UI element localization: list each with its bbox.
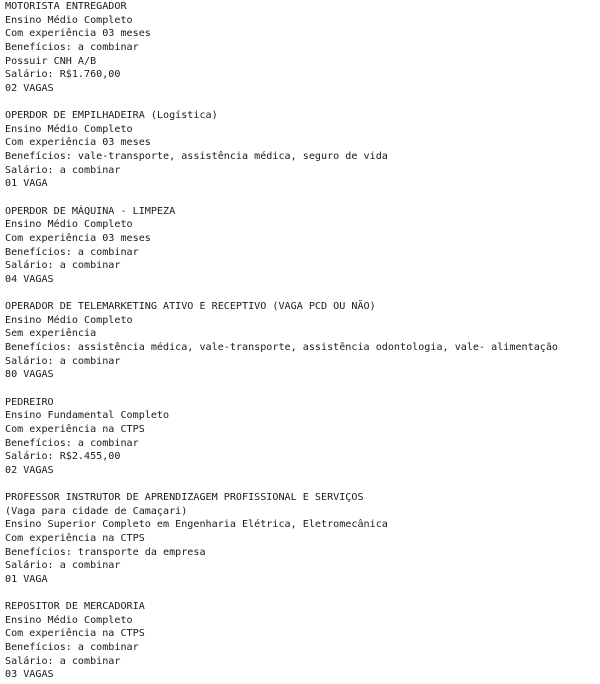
job-detail-line: 01 VAGA (5, 178, 48, 190)
job-detail-line: 03 VAGAS (5, 669, 54, 681)
job-detail-line: 80 VAGAS (5, 369, 54, 381)
job-listing (5, 109, 600, 191)
job-detail-line: 01 VAGA (5, 573, 48, 585)
job-listing (5, 396, 600, 478)
job-detail-line: Com experiência 03 meses (5, 232, 151, 244)
job-detail-line: Com experiência na CTPS (5, 628, 145, 640)
job-detail-line: Benefícios: assistência médica, vale-transporte, assistência odontologia, vale- alimentação (5, 342, 559, 354)
job-detail-line: (Vaga para cidade de Camaçari) (5, 505, 188, 517)
job-listing (5, 300, 600, 382)
job-detail-line: Possuir CNH A/B (5, 55, 97, 67)
job-detail-line: Ensino Médio Completo (5, 614, 133, 626)
job-detail-line: Ensino Fundamental Completo (5, 410, 170, 422)
job-listing (5, 205, 600, 287)
job-detail-line: Ensino Médio Completo (5, 219, 133, 231)
job-title: MOTORISTA ENTREGADOR (5, 1, 127, 12)
job-detail-line: Ensino Médio Completo (5, 314, 133, 326)
job-detail-line: Benefícios: a combinar (5, 437, 139, 449)
job-detail-line: Salário: a combinar (5, 655, 121, 667)
job-detail-line: Com experiência 03 meses (5, 137, 151, 149)
job-title: OPERADOR DE TELEMARKETING ATIVO E RECEPTIVO (VAGA PCD OU NÃO) (5, 301, 376, 313)
job-detail-line: Salário: R$1.760,00 (5, 69, 121, 81)
job-detail-line: Salário: a combinar (5, 260, 121, 272)
job-detail-line: Ensino Médio Completo (5, 14, 133, 26)
job-detail-line: 02 VAGAS (5, 82, 54, 94)
job-detail-line: Ensino Médio Completo (5, 123, 133, 135)
job-detail-line: Benefícios: vale-transporte, assistência médica, seguro de vida (5, 151, 388, 163)
job-detail-line: Benefícios: transporte da empresa (5, 546, 206, 558)
job-detail-line: Salário: a combinar (5, 560, 121, 572)
job-detail-line: 04 VAGAS (5, 273, 54, 285)
job-listing (5, 491, 600, 586)
job-detail-line: Salário: a combinar (5, 355, 121, 367)
job-detail-line: Ensino Superior Completo em Engenharia Elétrica, Eletromecânica (5, 519, 388, 531)
job-detail-line: Benefícios: a combinar (5, 246, 139, 258)
job-detail-line: Salário: R$2.455,00 (5, 451, 121, 463)
job-detail-line: Com experiência na CTPS (5, 532, 145, 544)
job-title: OPERDOR DE EMPILHADEIRA (Logística) (5, 110, 218, 122)
job-detail-line: Benefícios: a combinar (5, 642, 139, 654)
job-detail-line: Salário: a combinar (5, 164, 121, 176)
job-detail-line: Com experiência 03 meses (5, 28, 151, 40)
job-listing (5, 0, 600, 95)
job-detail-line: 02 VAGAS (5, 464, 54, 476)
job-title: OPERDOR DE MÁQUINA - LIMPEZA (5, 205, 176, 217)
job-detail-line: Com experiência na CTPS (5, 423, 145, 435)
job-title: PEDREIRO (5, 396, 54, 408)
job-title: REPOSITOR DE MERCADORIA (5, 601, 145, 613)
job-detail-line: Sem experiência (5, 328, 97, 340)
job-listing (5, 600, 600, 682)
job-detail-line: Benefícios: a combinar (5, 41, 139, 53)
job-title: PROFESSOR INSTRUTOR DE APRENDIZAGEM PROFISSIONAL E SERVIÇOS (5, 492, 364, 504)
